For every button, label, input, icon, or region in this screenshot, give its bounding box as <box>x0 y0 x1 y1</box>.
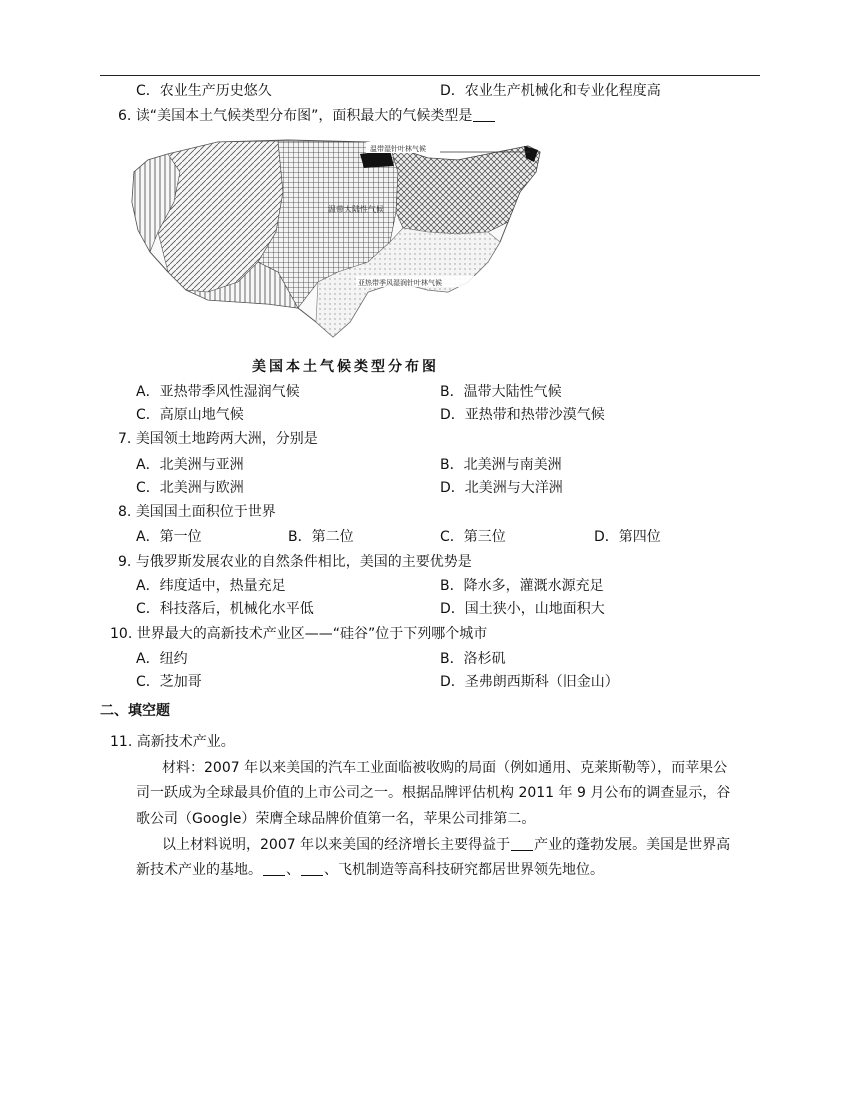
q10-number: 10. <box>110 626 133 642</box>
q11-stem: 高新技术产业。 <box>136 734 235 750</box>
q11-conclusion-line2 <box>136 861 604 879</box>
section-fill-in-title: 二、填空题 <box>100 703 170 719</box>
q6-answer-blank <box>473 107 495 122</box>
q8-option-d: D．第四位 <box>594 529 661 545</box>
q9-number: 9. <box>118 554 132 570</box>
q5-option-c: C．农业生产历史悠久 <box>136 83 272 99</box>
q11-blank-2 <box>263 861 285 876</box>
us-climate-map <box>128 132 548 368</box>
q8-option-c: C．第三位 <box>440 529 506 545</box>
q7-option-a: A．北美洲与亚洲 <box>136 457 244 473</box>
q9-option-a: A．纬度适中，热量充足 <box>136 578 286 594</box>
q9-option-d: D．国土狭小，山地面积大 <box>440 601 605 617</box>
q7-stem: 美国领土地跨两大洲，分别是 <box>135 431 318 447</box>
q9-stem: 与俄罗斯发展农业的自然条件相比，美国的主要优势是 <box>135 554 472 570</box>
q11-conclusion-text-c: 新技术产业的基地。 <box>136 862 262 878</box>
us-climate-map-graphic <box>128 132 548 348</box>
map-label-mid: 温带大陆性气候 <box>328 205 384 214</box>
q5-option-d: D．农业生产机械化和专业化程度高 <box>440 83 661 99</box>
q10-option-d: D．圣弗朗西斯科（旧金山） <box>440 674 619 690</box>
q11-question <box>110 733 235 751</box>
q11-conclusion-line1 <box>162 836 730 854</box>
map-label-top: 温带湿针叶林气候 <box>370 145 426 153</box>
q8-question <box>118 503 276 521</box>
q6-option-d: D．亚热带和热带沙漠气候 <box>440 407 605 423</box>
q7-question <box>118 430 318 448</box>
q11-material-line3: 歌公司（Google）荣膺全球品牌价值第一名，苹果公司排第二。 <box>136 811 536 827</box>
q7-option-b: B．北美洲与南美洲 <box>440 457 562 473</box>
q6-question <box>118 107 496 125</box>
q7-option-c: C．北美洲与欧洲 <box>136 480 244 496</box>
q11-material-line1: 材料：2007 年以来美国的汽车工业面临被收购的局面（例如通用、克莱斯勒等），而苹果公 <box>162 760 728 776</box>
q11-conclusion-text-d: 、飞机制造等高科技研究都居世界领先地位。 <box>324 862 604 878</box>
q8-option-b: B．第二位 <box>288 529 354 545</box>
q10-option-b: B．洛杉矶 <box>440 651 506 667</box>
q10-question <box>110 625 487 643</box>
q11-conclusion-text-b: 产业的蓬勃发展。美国是世界高 <box>534 837 731 853</box>
q6-option-b: B．温带大陆性气候 <box>440 384 562 400</box>
q11-blank-1 <box>511 836 533 851</box>
q9-option-c: C．科技落后，机械化水平低 <box>136 601 314 617</box>
q11-conclusion-sep: 、 <box>286 862 300 878</box>
header-rule <box>100 75 760 76</box>
q8-number: 8. <box>118 504 132 520</box>
q7-option-d: D．北美洲与大洋洲 <box>440 480 563 496</box>
q11-material-line2: 司一跃成为全球最具价值的上市公司之一。根据品牌评估机构 2011 年 9 月公布的调查显示，谷 <box>136 785 731 801</box>
q10-option-c: C．芝加哥 <box>136 674 202 690</box>
q6-option-a: A．亚热带季风性湿润气候 <box>136 384 300 400</box>
q9-option-b: B．降水多，灌溉水源充足 <box>440 578 604 594</box>
map-caption: 美国本土气候类型分布图 <box>252 359 439 375</box>
q6-stem: 读“美国本土气候类型分布图”，面积最大的气候类型是 <box>135 108 473 124</box>
q8-option-a: A．第一位 <box>136 529 202 545</box>
q7-number: 7. <box>118 431 132 447</box>
map-label-bottom: 亚热带季风湿润针叶林气候 <box>358 279 442 287</box>
q11-conclusion-text-a: 以上材料说明，2007 年以来美国的经济增长主要得益于 <box>162 837 511 853</box>
q11-blank-3 <box>301 861 323 876</box>
q6-option-c: C．高原山地气候 <box>136 407 244 423</box>
q10-option-a: A．纽约 <box>136 651 188 667</box>
q11-number: 11. <box>110 734 133 750</box>
q6-number: 6. <box>118 108 132 124</box>
q10-stem: 世界最大的高新技术产业区——“硅谷”位于下列哪个城市 <box>136 626 488 642</box>
q9-question <box>118 553 472 571</box>
q8-stem: 美国国土面积位于世界 <box>135 504 276 520</box>
